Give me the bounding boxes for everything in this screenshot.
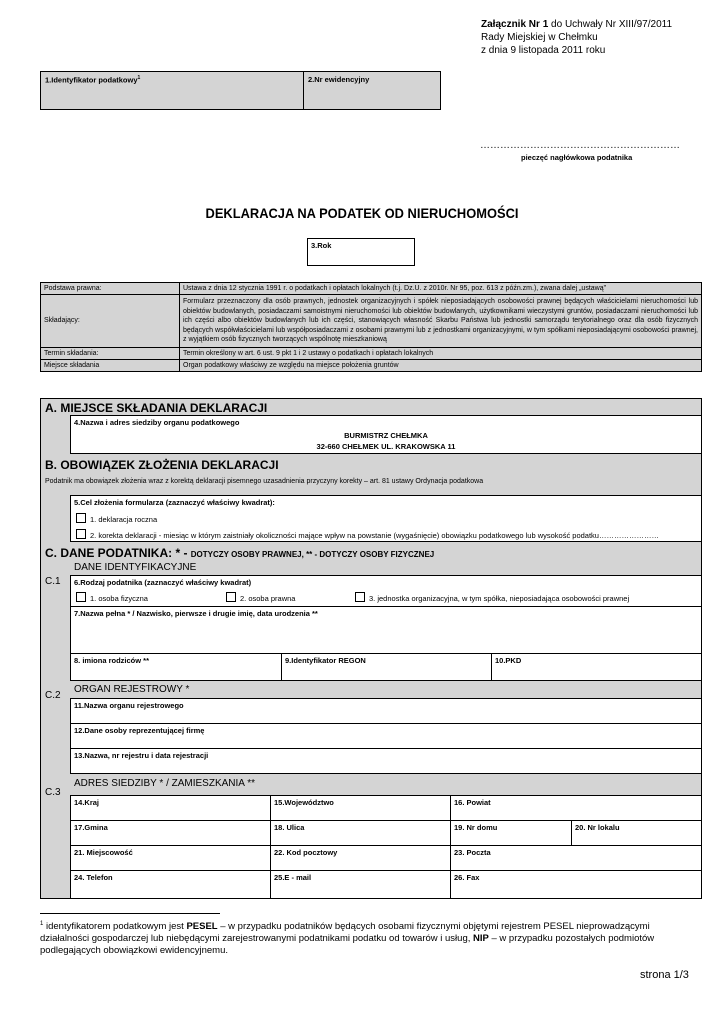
basis-label: Termin składania: — [41, 347, 180, 359]
voivodeship-label: 15.Województwo — [274, 798, 334, 807]
register-details-label: 13.Nazwa, nr rejestru i data rejestracji — [74, 751, 209, 760]
parents-names-field[interactable] — [70, 653, 282, 681]
type-organizational-unit[interactable]: 3. jednostka organizacyjna, w tym spółka, nieposiadająca osobowości prawnej — [355, 592, 629, 603]
taxpayer-type-field — [70, 575, 702, 607]
stamp-dots: …………………………………………………… — [480, 140, 680, 151]
declaration-purpose-label: 5.Cel złożenia formularza (zaznaczyć właściwy kwadrat): — [74, 498, 275, 507]
post-office-field[interactable] — [450, 845, 702, 871]
registration-number-label: 2.Nr ewidencyjny — [308, 75, 370, 84]
annex-resolution: do Uchwały Nr XIII/97/2011 — [548, 19, 673, 30]
basis-row — [41, 359, 702, 371]
country-field[interactable] — [70, 795, 271, 821]
taxpayer-type-label: 6.Rodzaj podatnika (zaznaczyć właściwy kwadrat) — [74, 578, 252, 587]
section-a-title: A. MIEJSCE SKŁADANIA DEKLARACJI — [45, 401, 268, 415]
annex-number: Załącznik Nr 1 — [481, 19, 549, 30]
postal-code-field[interactable] — [270, 845, 451, 871]
apartment-number-label: 20. Nr lokalu — [575, 823, 620, 832]
option-annual[interactable]: 1. deklaracja roczna — [76, 513, 157, 524]
checkbox-organizational-unit[interactable] — [355, 592, 365, 602]
tax-identifier-field[interactable] — [40, 71, 304, 110]
basis-text: Formularz przeznaczony dla osób prawnych, jednostek organizacyjnych i spółek nieposiadających osobowości prawnej będących właścicielami nieruchomości lub obiektów budowlanych, posiadaczami samoistnymi nieruchomości lub obiektów budowlanych, użytkownikami wieczystymi gruntów, posiadaczami nieruchomości lub ich części albo obiektów budowlanych lub ich części, stanowiących własność Skarbu Państwa lub jednostki samorządu terytorialnego oraz dla osób fizycznych będących współwłaścicielami lub współposiadaczami z osobami prawnymi lub z jednostkami organizacyjnymi, w tym spółkami nieposiadającymi osobowości prawnej, z wyjątkiem osób fizycznych tworzących wspólnotę mieszkaniową — [180, 295, 702, 348]
tax-office-name: BURMISTRZ CHEŁMKA — [344, 431, 428, 440]
section-b-note: Podatnik ma obowiązek złożenia wraz z korektą deklaracji pisemnego uzasadnienia przyczyny korekty – art. 81 ustawy Ordynacja podatkowa — [45, 478, 484, 485]
option-correction[interactable]: 2. korekta deklaracji - miesiąc w którym zaistniały okoliczności mające wpływ na powstanie (wygaśnięcie) obowiązku podatkowego lub wysokość podatku…………………… — [76, 529, 659, 540]
checkbox-correction[interactable] — [76, 529, 86, 539]
register-details-field[interactable] — [70, 748, 702, 774]
municipality-field[interactable] — [70, 820, 271, 846]
basis-row — [41, 347, 702, 359]
basis-label: Miejsce składania — [41, 359, 180, 371]
basis-text: Ustawa z dnia 12 stycznia 1991 r. o podatkach i opłatach lokalnych (t.j. Dz.U. z 2010r. Nr 95, poz. 613 z późn.zm.), zwana dalej „ustawą” — [180, 283, 702, 295]
section-c3-label: C.3 — [45, 787, 61, 798]
section-b-title: B. OBOWIĄZEK ZŁOŻENIA DEKLARACJI — [45, 458, 279, 472]
stamp-label: pieczęć nagłówkowa podatnika — [521, 153, 633, 162]
registration-number-field[interactable] — [303, 71, 441, 110]
county-label: 16. Powiat — [454, 798, 491, 807]
footnote-divider — [40, 913, 220, 914]
registry-authority-label: 11.Nazwa organu rejestrowego — [74, 701, 184, 710]
voivodeship-field[interactable] — [270, 795, 451, 821]
locality-label: 21. Miejscowość — [74, 848, 133, 857]
footnote: $^1$ identyfikatorem podatkowym jest PESEL – w przypadku podatników będących osobami fizycznymi objętymi rejestrem PESEL nieprowadzącymi działalności gospodarczej lub niebędącymi zarejestrowanymi podatnikami podatku od towarów i usług, NIP – w przypadku pozostałych podmiotów podlegających obowiązkowi ewidencyjnemu. — [40, 921, 655, 957]
email-label: 25.E - mail — [274, 873, 312, 882]
basis-row — [41, 283, 702, 295]
email-field[interactable] — [270, 870, 451, 899]
regon-label: 9.Identyfikator REGON — [285, 656, 366, 665]
parents-names-label: 8. imiona rodziców ** — [74, 656, 150, 665]
legal-basis-table — [40, 282, 702, 372]
section-c1-header: DANE IDENTYFIKACYJNE — [74, 562, 197, 573]
regon-field[interactable] — [281, 653, 492, 681]
full-name-field[interactable] — [70, 606, 702, 654]
annex-header — [481, 18, 672, 57]
tax-office-address: 32-660 CHEŁMEK UL. KRAKOWSKA 11 — [316, 442, 456, 451]
year-label: 3.Rok — [311, 241, 332, 250]
street-field[interactable] — [270, 820, 451, 846]
type-natural-person[interactable]: 1. osoba fizyczna — [76, 592, 148, 603]
basis-text: Organ podatkowy właściwy ze względu na miejsce położenia gruntów — [180, 359, 702, 371]
street-label: 18. Ulica — [274, 823, 305, 832]
postal-code-label: 22. Kod pocztowy — [274, 848, 338, 857]
year-field[interactable] — [307, 238, 415, 266]
section-c2-header: ORGAN REJESTROWY * — [74, 684, 190, 695]
post-office-label: 23. Poczta — [454, 848, 491, 857]
pkd-label: 10.PKD — [495, 656, 522, 665]
checkbox-legal-person[interactable] — [226, 592, 236, 602]
house-number-label: 19. Nr domu — [454, 823, 498, 832]
apartment-number-field[interactable] — [571, 820, 702, 846]
page-number: strona 1/3 — [640, 969, 689, 981]
country-label: 14.Kraj — [74, 798, 100, 807]
declaration-purpose-field — [70, 495, 702, 542]
tax-office-field — [70, 415, 702, 454]
pkd-field[interactable] — [491, 653, 702, 681]
full-name-label: 7.Nazwa pełna * / Nazwisko, pierwsze i drugie imię, data urodzenia ** — [74, 609, 318, 618]
basis-text: Termin określony w art. 6 ust. 9 pkt 1 i 2 ustawy o podatkach i opłatach lokalnych — [180, 347, 702, 359]
basis-label: Składający: — [41, 295, 180, 348]
basis-row — [41, 295, 702, 348]
phone-label: 24. Telefon — [74, 873, 113, 882]
fax-field[interactable] — [450, 870, 702, 899]
checkbox-annual[interactable] — [76, 513, 86, 523]
fax-label: 26. Fax — [454, 873, 480, 882]
annex-council: Rady Miejskiej w Chełmku — [481, 32, 598, 43]
type-legal-person[interactable]: 2. osoba prawna — [226, 592, 295, 603]
annex-date: z dnia 9 listopada 2011 roku — [481, 45, 606, 56]
form-title: DEKLARACJA NA PODATEK OD NIERUCHOMOŚCI — [205, 205, 519, 221]
section-c1-label: C.1 — [45, 576, 61, 587]
basis-label: Podstawa prawna: — [41, 283, 180, 295]
representative-label: 12.Dane osoby reprezentującej firmę — [74, 726, 205, 735]
tax-office-label: 4.Nazwa i adres siedziby organu podatkowego — [74, 418, 240, 427]
checkbox-natural-person[interactable] — [76, 592, 86, 602]
section-c3-header: ADRES SIEDZIBY * / ZAMIESZKANIA ** — [74, 778, 255, 789]
registry-authority-field[interactable] — [70, 698, 702, 724]
tax-identifier-label: 1.Identyfikator podatkowy$^1$ — [45, 75, 141, 85]
phone-field[interactable] — [70, 870, 271, 899]
county-field[interactable] — [450, 795, 702, 821]
house-number-field[interactable] — [450, 820, 572, 846]
section-c-title: C. DANE PODATNIKA: * - DOTYCZY OSOBY PRAWNEJ, ** - DOTYCZY OSOBY FIZYCZNEJ — [45, 546, 435, 560]
locality-field[interactable] — [70, 845, 271, 871]
representative-field[interactable] — [70, 723, 702, 749]
municipality-label: 17.Gmina — [74, 823, 108, 832]
section-c2-label: C.2 — [45, 690, 61, 701]
